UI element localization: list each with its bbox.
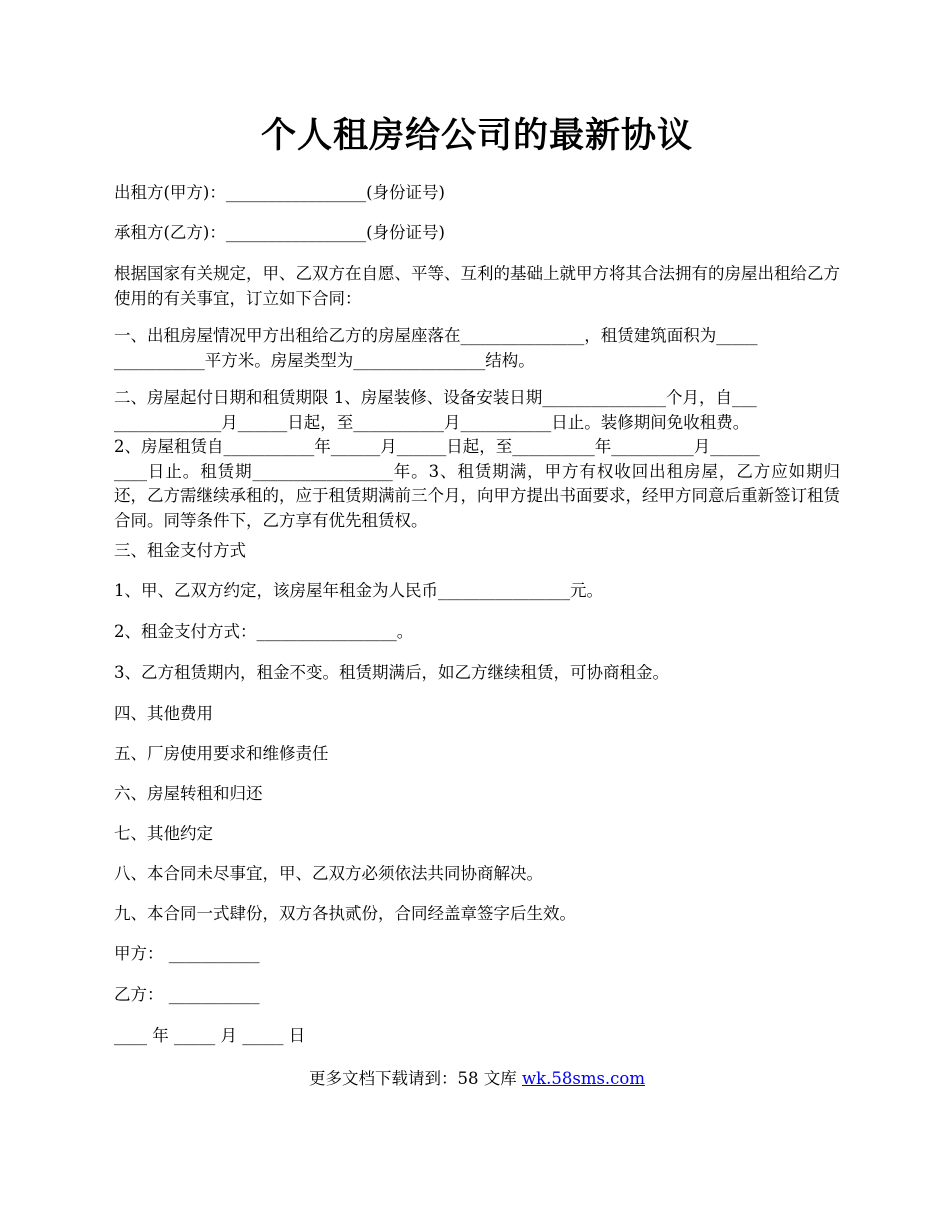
clause-4-heading: 四、其他费用 <box>114 704 213 723</box>
footer <box>114 1067 840 1091</box>
party-b-line: 承租方(乙方)：_________________(身份证号) <box>114 223 445 242</box>
intro-paragraph: 根据国家有关规定，甲、乙双方在自愿、平等、互利的基础上就甲方将其合法拥有的房屋出租给乙方使用的有关事宜，订立如下合同： <box>114 264 840 308</box>
footer-link[interactable]: wk.58sms.com <box>521 1069 645 1088</box>
footer-text: 更多文档下载请到：58 文库 <box>308 1069 522 1088</box>
signature-party-b: 乙方： ___________ <box>114 985 260 1004</box>
clause-5-heading: 五、厂房使用要求和维修责任 <box>114 744 329 763</box>
signature-date: ____ 年 _____ 月 _____ 日 <box>114 1026 306 1045</box>
clause-7-heading: 七、其他约定 <box>114 824 213 843</box>
document-title: 个人租房给公司的最新协议 <box>260 115 693 156</box>
clause-9: 九、本合同一式肆份，双方各执贰份，合同经盖章签字后生效。 <box>114 904 576 923</box>
clause-3-item-2: 2、租金支付方式：_________________。 <box>114 622 414 641</box>
signature-party-a: 甲方： ___________ <box>114 944 260 963</box>
clause-2-term: 二、房屋起付日期和租赁期限 1、房屋装修、设备安装日期_______________个月，自___ _____________月______日起，至___________月___________日止。装修期间免收租费。 2、房屋租赁自___________年______月______日起，至__________年__________月______ ____日止。租赁期_________________年。3、租赁期满，甲方有权收回出租房屋，乙方应如期归还，乙方需继续承租的，应于租赁期满前三个月，向甲方提出书面要求，经甲方同意后重新签订租赁合同。同等条件下，乙方享有优先租赁权。 <box>114 388 840 530</box>
party-a-line: 出租方(甲方)：_________________(身份证号) <box>114 183 445 202</box>
clause-1-property: 一、出租房屋情况甲方出租给乙方的房屋座落在_______________，租赁建筑面积为_____ ___________平方米。房屋类型为________________结构。 <box>114 326 758 370</box>
clause-3-item-3: 3、乙方租赁期内，租金不变。租赁期满后，如乙方继续租赁，可协商租金。 <box>114 663 669 682</box>
clause-3-item-1: 1、甲、乙双方约定，该房屋年租金为人民币________________元。 <box>114 581 603 600</box>
clause-3-heading: 三、租金支付方式 <box>114 541 246 560</box>
clause-8: 八、本合同未尽事宜，甲、乙双方必须依法共同协商解决。 <box>114 864 543 883</box>
clause-6-heading: 六、房屋转租和归还 <box>114 784 263 803</box>
